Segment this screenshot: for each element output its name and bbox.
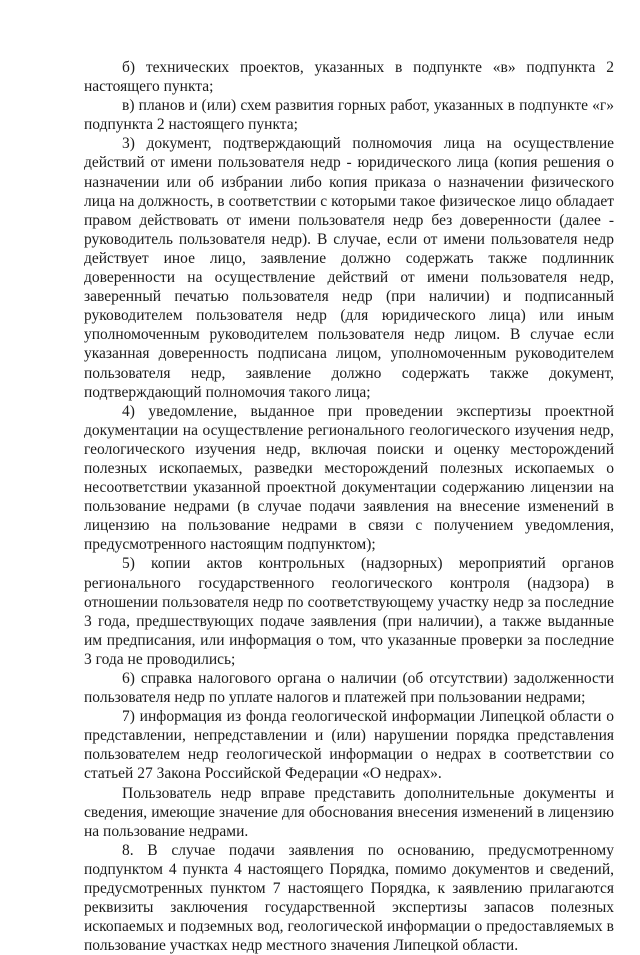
paragraph-5-inspection-acts: 5) копии актов контрольных (надзорных) мероприятий органов регионального государственного геологического контроля (надзора) в отношении пользователя недр по соответствующему участку недр за последние 3 года, предшествующих подаче заявления (при наличии), а также выданные им предписания, или информация о том, что указанные проверки за последние 3 года не проводились; <box>84 555 614 668</box>
paragraph-additional-documents: Пользователь недр вправе представить дополнительные документы и сведения, имеющие значение для обоснования внесения изменений в лицензию на пользование недрами. <box>84 784 614 840</box>
paragraph-8-application-case: 8. В случае подачи заявления по основанию, предусмотренному подпунктом 4 пункта 4 настоящего Порядка, помимо документов и сведений, предусмотренных пунктом 7 настоящего Порядка, к заявлению прилагаются реквизиты заключения государственной экспертизы запасов полезных ископаемых и подземных вод, геологической информации о предоставляемых в пользование участках недр местного значения Липецкой области. <box>84 841 614 955</box>
paragraph-b-technical-projects: б) технических проектов, указанных в подпункте «в» подпункта 2 настоящего пункта; <box>84 59 614 96</box>
paragraph-6-tax-certificate: 6) справка налогового органа о наличии (об отсутствии) задолженности пользователя недр по уплате налогов и платежей при пользовании недрами; <box>84 670 614 707</box>
paragraph-4-expertise-notice: 4) уведомление, выданное при проведении экспертизы проектной документации на осуществление регионального геологического изучения недр, геологического изучения недр, включая поиски и оценку месторождений полезных ископаемых, разведки месторождений полезных ископаемых о несоответствии указанной проектной документации содержанию лицензии на пользование недрами (в случае подачи заявления на внесение изменений в лицензию на пользование недрами в связи с получением уведомления, предусмотренного настоящим подпунктом); <box>84 402 614 554</box>
paragraph-3-authority-document: 3) документ, подтверждающий полномочия лица на осуществление действий от имени пользователя недр - юридического лица (копия решения о назначении или об избрании либо копия приказа о назначении физического лица на должность, в соответствии с которыми такое физическое лицо обладает правом действовать от имени пользователя недр без доверенности (далее - руководитель пользователя недр). В случае, если от имени пользователя недр действует иное лицо, заявление должно содержать также подлинник доверенности на осуществление действий от имени пользователя недр, заверенный печатью пользователя недр (при наличии) и подписанный руководителем пользователя недр (для юридического лица) или иным уполномоченным руководителем пользователя недр лицом. В случае если указанная доверенность подписана лицом, уполномоченным руководителем пользователя недр, заявление должно содержать также документ, подтверждающий полномочия такого лица; <box>84 135 614 401</box>
paragraph-7-geological-info: 7) информация из фонда геологической информации Липецкой области о представлении, непредставлении и (или) нарушении порядка представления пользователем недр геологической информации о недрах в соответствии со статьей 27 Закона Российской Федерации «О недрах». <box>84 708 614 783</box>
document-page <box>84 58 614 955</box>
paragraph-v-mining-plans: в) планов и (или) схем развития горных работ, указанных в подпункте «г» подпункта 2 настоящего пункта; <box>84 97 614 134</box>
